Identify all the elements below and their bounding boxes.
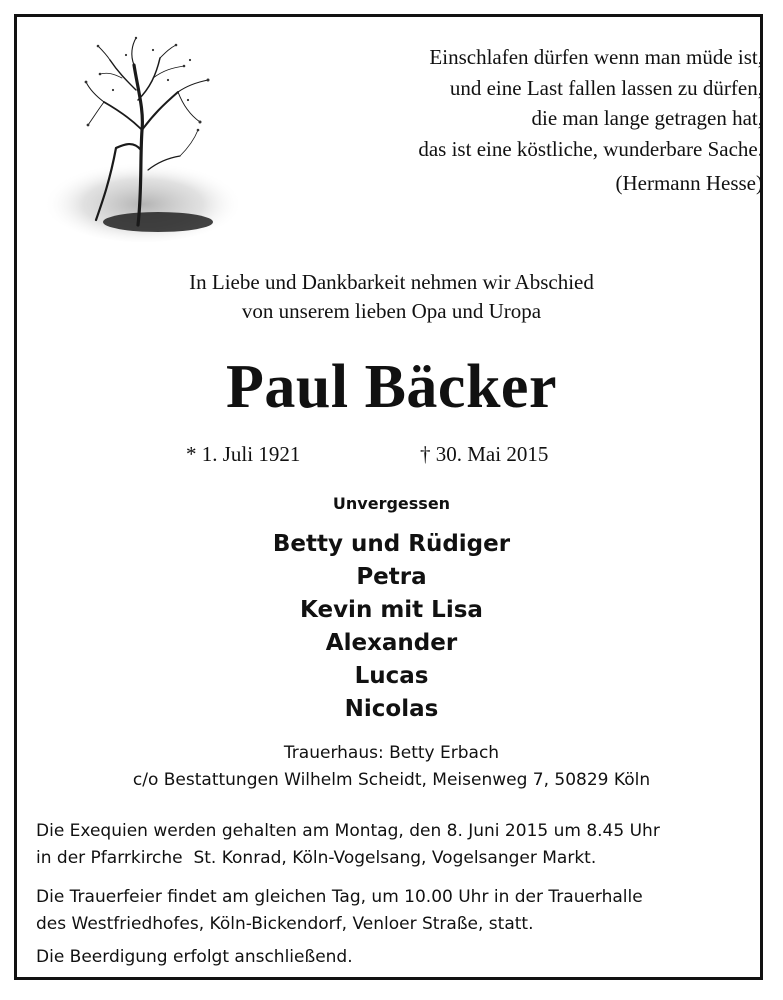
mourner-name: Lucas [354, 663, 429, 689]
unvergessen-heading: Unvergessen [332, 494, 451, 513]
address-line-1: Trauerhaus: Betty Erbach [283, 743, 500, 763]
quote-line: und eine Last fallen lassen zu dürfen, [449, 75, 763, 100]
mourner-name: Alexander [325, 630, 458, 656]
intro-text [0, 268, 783, 326]
exequien-line-1: Die Exequien werden gehalten am Montag, den 8. Juni 2015 um 8.45 Uhr [36, 821, 660, 841]
birth-date: * 1. Juli 1921 [186, 442, 301, 466]
deceased-name: Paul Bäcker [226, 353, 557, 421]
quote-author: (Hermann Hesse) [615, 171, 763, 195]
mourner-name: Kevin mit Lisa [300, 597, 483, 623]
mourner-name: Petra [356, 564, 427, 590]
death-date: † 30. Mai 2015 [420, 442, 549, 466]
exequien-line-2: in der Pfarrkirche St. Konrad, Köln-Vogelsang, Vogelsanger Markt. [36, 847, 597, 868]
trauerfeier-line-2: des Westfriedhofes, Köln-Bickendorf, Venloer Straße, statt. [36, 913, 534, 934]
quote-line: Einschlafen dürfen wenn man müde ist, [429, 45, 763, 69]
mourner-name: Betty und Rüdiger [272, 531, 511, 557]
trauerfeier-notice [36, 884, 756, 937]
exequien-notice [36, 818, 756, 871]
hesse-quote [293, 42, 763, 199]
beerdigung-notice: Die Beerdigung erfolgt anschließend. [36, 947, 353, 967]
mourning-house-address [0, 740, 783, 794]
intro-line-1: In Liebe und Dankbarkeit nehmen wir Abschied [189, 270, 594, 294]
mourner-name: Nicolas [344, 696, 439, 722]
intro-line-2: von unserem lieben Opa und Uropa [241, 299, 542, 323]
quote-line: das ist eine köstliche, wunderbare Sache. [418, 136, 763, 161]
mourners-list [0, 528, 783, 726]
trauerfeier-line-1: Die Trauerfeier findet am gleichen Tag, um 10.00 Uhr in der Trauerhalle [36, 887, 643, 907]
quote-line: die man lange getragen hat, [531, 106, 763, 130]
tree-illustration [38, 30, 248, 250]
address-line-2: c/o Bestattungen Wilhelm Scheidt, Meisenweg 7, 50829 Köln [132, 770, 651, 790]
